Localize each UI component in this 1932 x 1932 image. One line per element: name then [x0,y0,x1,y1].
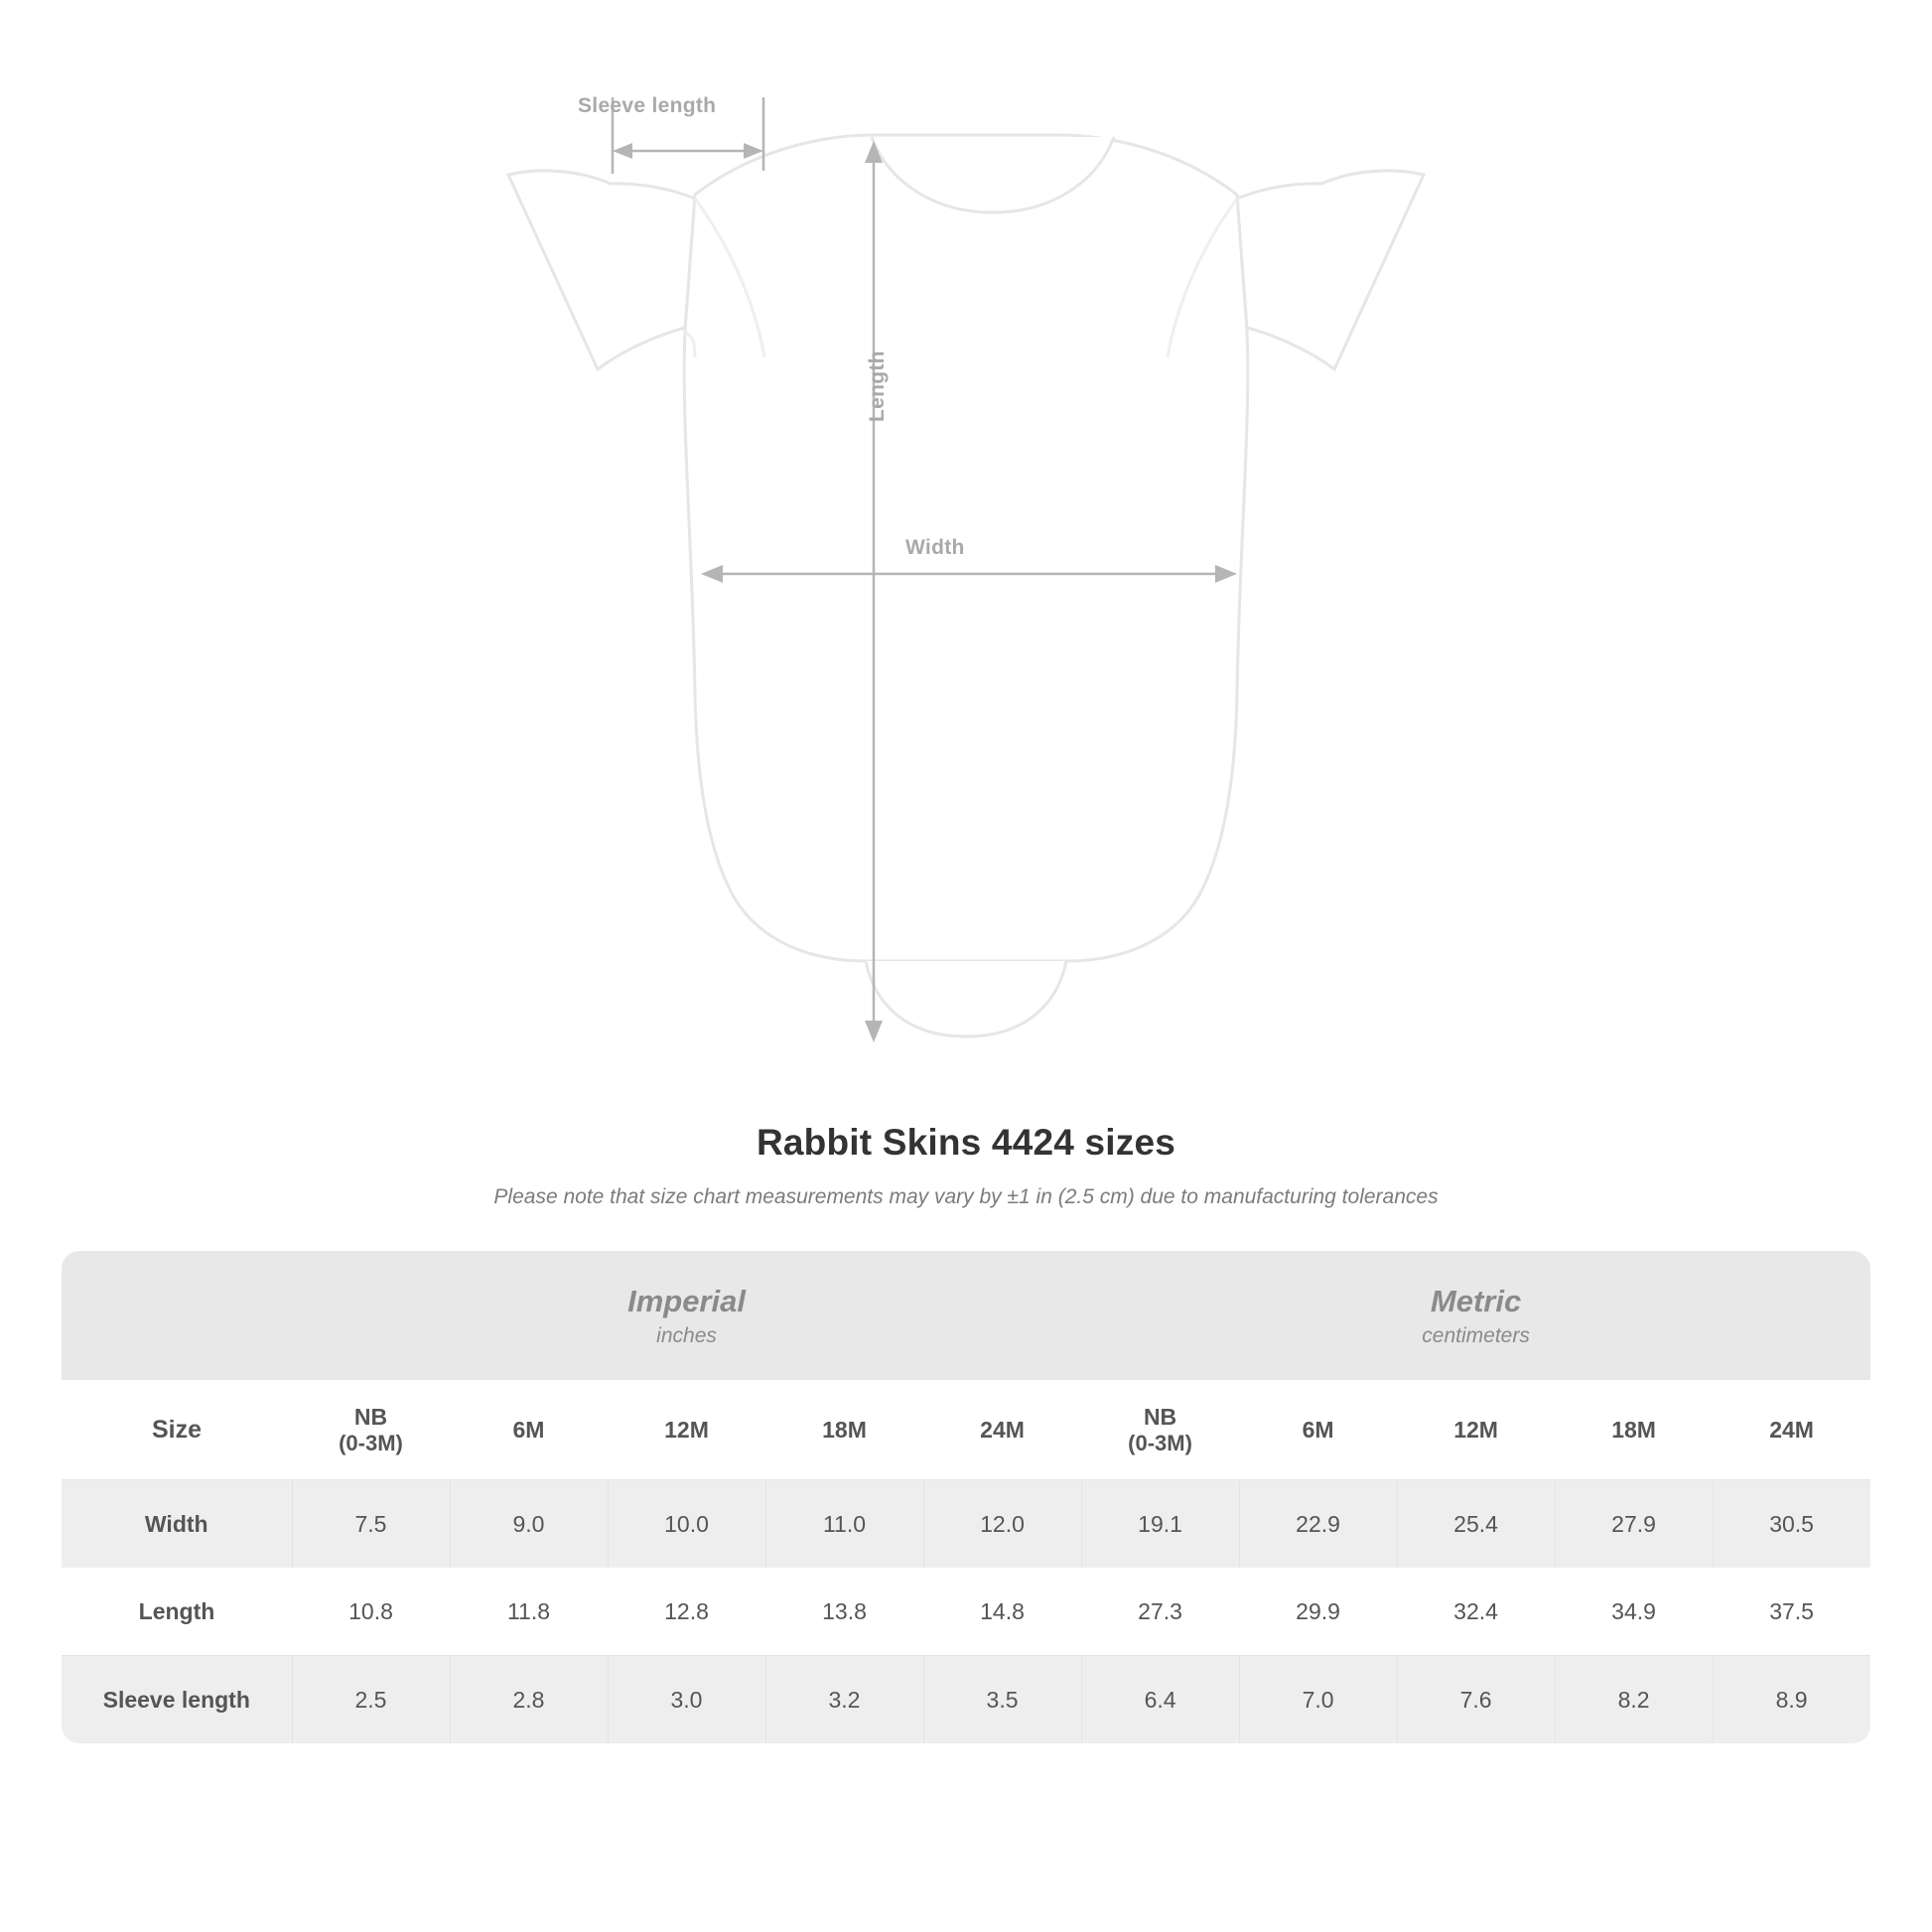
row-label-width: Width [62,1480,292,1569]
size-chart-table-wrapper [62,1251,1870,1743]
sleeve-length-label: Sleeve length [578,94,717,117]
cell-sleeve-imperial-6m: 2.8 [450,1656,608,1744]
title-block [0,1122,1932,1209]
row-header-size: Size [62,1380,292,1480]
cell-length-metric-24m: 37.5 [1713,1568,1870,1656]
cell-sleeve-imperial-24m: 3.5 [923,1656,1081,1744]
cell-sleeve-metric-nb: 6.4 [1081,1656,1239,1744]
cell-length-imperial-nb: 10.8 [292,1568,450,1656]
cell-sleeve-imperial-12m: 3.0 [608,1656,765,1744]
cell-length-metric-nb: 27.3 [1081,1568,1239,1656]
table-row [62,1480,1870,1569]
cell-sleeve-imperial-18m: 3.2 [765,1656,923,1744]
column-header-row [62,1380,1870,1480]
column-header-label: NB [353,1403,388,1430]
cell-length-metric-12m: 32.4 [1397,1568,1555,1656]
column-header-imperial-nb [292,1380,450,1480]
column-header-metric-12m: 12M [1397,1380,1555,1480]
size-chart-table [62,1251,1870,1743]
column-header-imperial-24m: 24M [923,1380,1081,1480]
unit-group-row [62,1251,1870,1380]
cell-sleeve-metric-12m: 7.6 [1397,1656,1555,1744]
cell-width-imperial-24m: 12.0 [923,1480,1081,1569]
cell-width-imperial-18m: 11.0 [765,1480,923,1569]
cell-sleeve-metric-18m: 8.2 [1555,1656,1713,1744]
cell-sleeve-metric-24m: 8.9 [1713,1656,1870,1744]
unit-group-metric [1081,1251,1870,1380]
cell-width-metric-24m: 30.5 [1713,1480,1870,1569]
width-label: Width [905,536,965,559]
cell-width-metric-18m: 27.9 [1555,1480,1713,1569]
unit-group-spacer [62,1251,292,1380]
table-row [62,1656,1870,1744]
column-header-imperial-18m: 18M [765,1380,923,1480]
cell-width-imperial-nb: 7.5 [292,1480,450,1569]
cell-sleeve-imperial-nb: 2.5 [292,1656,450,1744]
column-header-imperial-12m: 12M [608,1380,765,1480]
column-header-metric-nb [1081,1380,1239,1480]
length-label: Length [866,350,889,422]
unit-group-imperial-unit: inches [656,1324,717,1348]
unit-group-metric-name: Metric [1430,1283,1522,1318]
cell-width-imperial-6m: 9.0 [450,1480,608,1569]
column-header-sub: (0-3M) [1128,1430,1192,1455]
column-header-sub: (0-3M) [339,1430,403,1455]
cell-width-metric-nb: 19.1 [1081,1480,1239,1569]
unit-group-imperial-name: Imperial [627,1283,746,1318]
tolerance-note: Please note that size chart measurements may vary by ±1 in (2.5 cm) due to manufacturing tolerances [493,1185,1439,1208]
cell-width-imperial-12m: 10.0 [608,1480,765,1569]
cell-sleeve-metric-6m: 7.0 [1239,1656,1397,1744]
row-label-sleeve-length: Sleeve length [62,1656,292,1744]
cell-length-imperial-18m: 13.8 [765,1568,923,1656]
table-row [62,1568,1870,1656]
column-header-label: NB [1143,1403,1177,1430]
unit-group-imperial [292,1251,1081,1380]
cell-length-metric-6m: 29.9 [1239,1568,1397,1656]
page-title: Rabbit Skins 4424 sizes [756,1122,1176,1163]
cell-length-imperial-12m: 12.8 [608,1568,765,1656]
unit-group-metric-unit: centimeters [1422,1324,1530,1348]
column-header-metric-6m: 6M [1239,1380,1397,1480]
cell-length-metric-18m: 34.9 [1555,1568,1713,1656]
cell-width-metric-6m: 22.9 [1239,1480,1397,1569]
column-header-metric-24m: 24M [1713,1380,1870,1480]
cell-width-metric-12m: 25.4 [1397,1480,1555,1569]
column-header-imperial-6m: 6M [450,1380,608,1480]
cell-length-imperial-6m: 11.8 [450,1568,608,1656]
column-header-metric-18m: 18M [1555,1380,1713,1480]
cell-length-imperial-24m: 14.8 [923,1568,1081,1656]
row-label-length: Length [62,1568,292,1656]
